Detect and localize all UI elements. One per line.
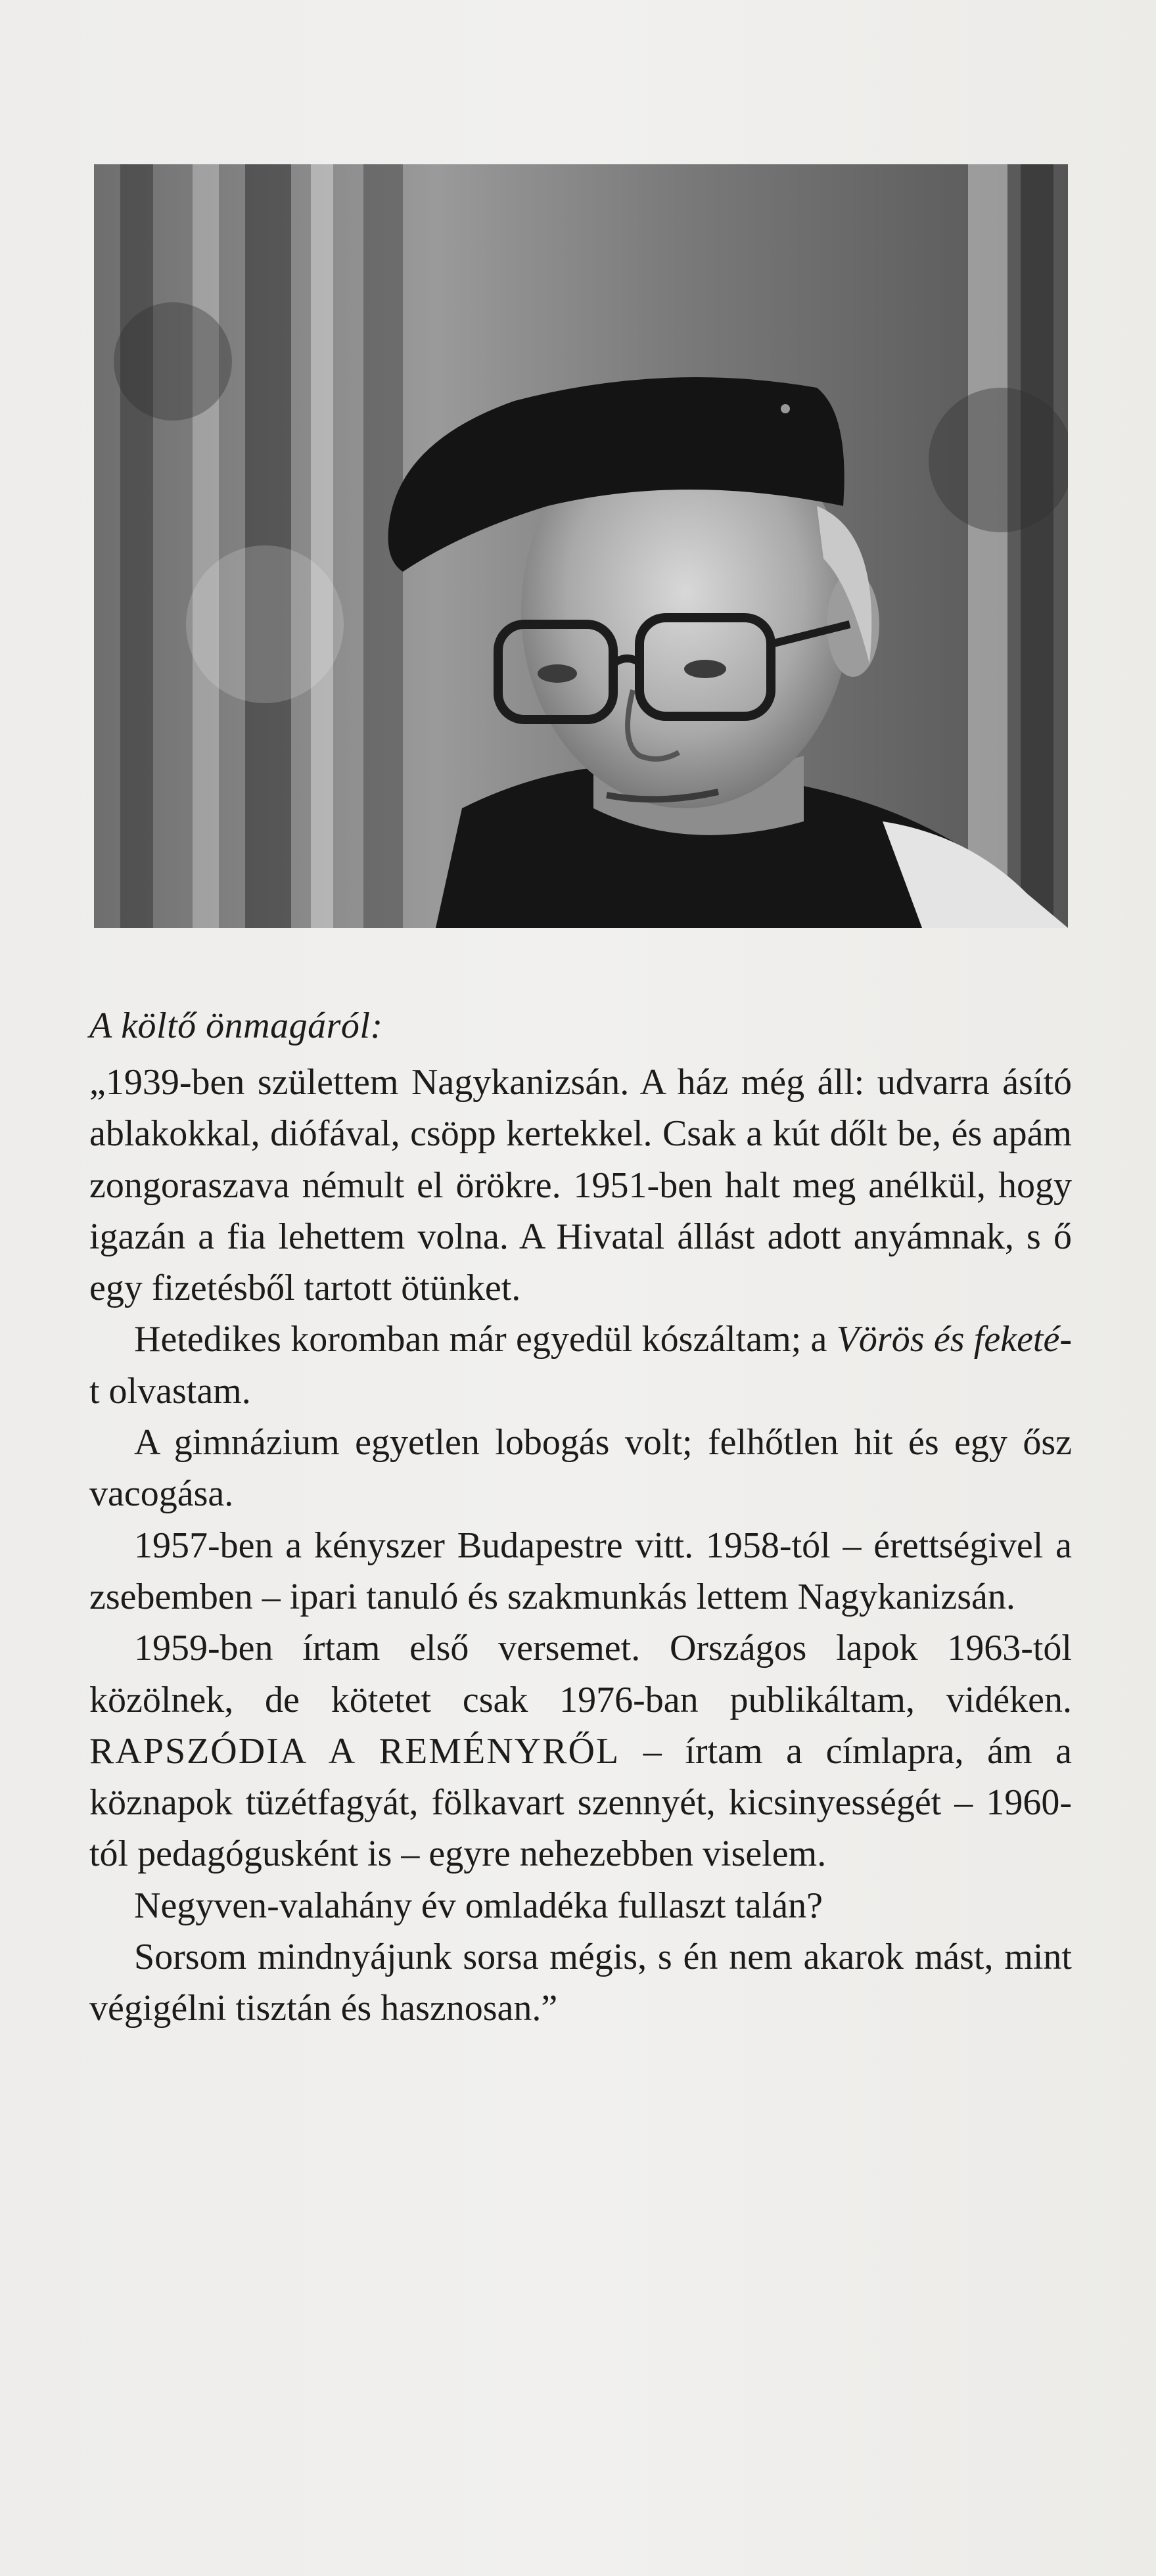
paragraph-1: „1939-ben születtem Nagykanizsán. A ház még áll: udvarra ásító ablakokkal, diófával, csöpp kertekkel. Csak a kút dőlt be, és apám zongoraszava némult el örökre. 1951-ben halt meg anélkül, hogy igazán a fia lehettem volna. A Hivatal állást adott anyámnak, s ő egy fizetésből tartott ötünket.	[89, 1062, 1072, 1309]
intro-label: A költő önmagáról:	[89, 1005, 383, 1046]
paragraph-2-start: Hetedikes koromban már egyedül kószáltam; a	[134, 1319, 837, 1360]
author-quote	[89, 1057, 1072, 2035]
paragraph-6: Negyven-valahány év omladéka fullaszt talán?	[134, 1885, 823, 1926]
author-bio-text	[89, 1000, 1072, 2035]
portrait-image	[94, 164, 1068, 928]
paragraph-5	[89, 1622, 1072, 1879]
book-title-caps: RAPSZÓDIA A REMÉNYRŐL	[89, 1730, 620, 1772]
book-title-italic: Vörös és feketé	[836, 1319, 1060, 1360]
paragraph-7: Sorsom mindnyájunk sorsa mégis, s én nem akarok mást, mint végigélni tisztán és hasznosan.”	[89, 1937, 1072, 2029]
paragraph-5-end: – írtam a címlapra, ám a köznapok tüzétfagyát, fölkavart szennyét, kicsinyességét – 1960-tól pedagógusként is – egyre nehezebben viselem.	[89, 1730, 1072, 1875]
author-portrait-photo	[94, 164, 1068, 928]
paragraph-4: 1957-ben a kényszer Budapestre vitt. 1958-tól – érettségivel a zsebemben – ipari tanuló és szakmunkás lettem Nagykanizsán.	[89, 1525, 1072, 1617]
paragraph-5-start: 1959-ben írtam első versemet. Országos lapok 1963-tól közölnek, de kötetet csak 1976-ban publikáltam, vidéken.	[89, 1628, 1072, 1720]
paragraph-3: A gimnázium egyetlen lobogás volt; felhőtlen hit és egy ősz vacogása.	[89, 1422, 1072, 1515]
paragraph-2	[89, 1314, 1072, 1417]
paragraph-2-end: -t olvastam.	[89, 1319, 1073, 1412]
